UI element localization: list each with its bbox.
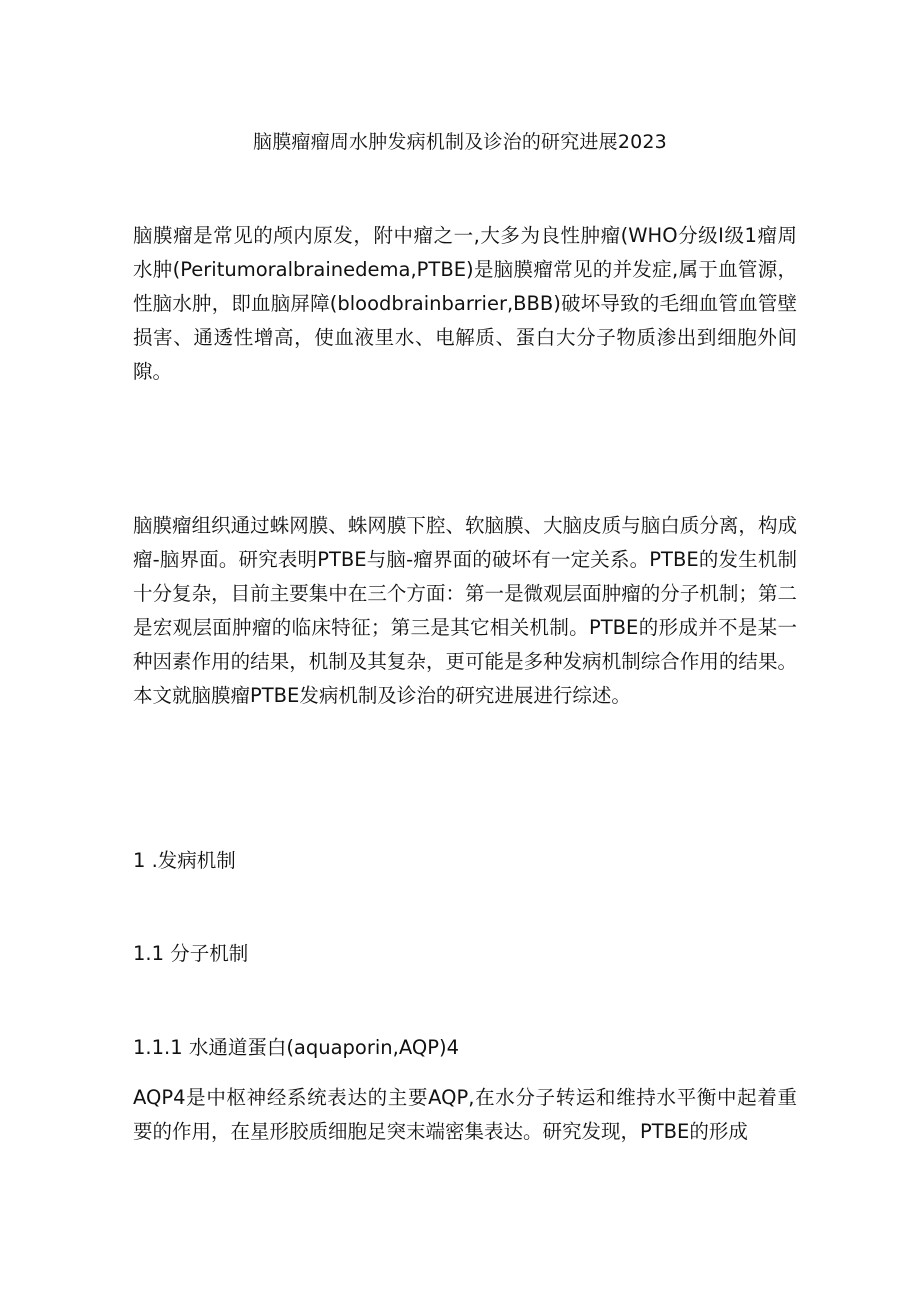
document-title: 脑膜瘤瘤周水肿发病机制及诊治的研究进展2023 — [253, 131, 667, 153]
subsection-heading-molecular: 1.1 分子机制 — [133, 942, 249, 965]
subsubsection-heading-aqp4: 1.1.1 水通道蛋白(aquaporin,AQP)4 — [133, 1036, 459, 1059]
paragraph-interface: 脑膜瘤组织通过蛛网膜、蛛网膜下腔、软脑膜、大脑皮质与脑白质分离，构成瘤-脑界面。研究表明PTBE与脑-瘤界面的破坏有一定关系。PTBE的发生机制十分复杂，目前主要集中在三个方面：第一是微观层面肿瘤的分子机制；第二是宏观层面肿瘤的临床特征；第三是其它相关机制。PTBE的形成并不是某一种因素作用的结果，机制及其复杂，更可能是多种发病机制综合作用的结果。本文就脑膜瘤PTBE发病机制及诊治的研究进展进行综述。 — [133, 514, 797, 707]
paragraph-intro: 脑膜瘤是常见的颅内原发，附中瘤之一,大多为良性肿瘤(WHO分级I级1瘤周水肿(Peritumoralbrainedema,PTBE)是脑膜瘤常见的并发症,属于血管源，性脑水肿，即血脑屏障(bloodbrainbarrier,BBB)破坏导致的毛细血管血管壁损害、通透性增高，使血液里水、电解质、蛋白大分子物质渗出到细胞外间隙。 — [133, 224, 797, 383]
paragraph-aqp4: AQP4是中枢神经系统表达的主要AQP,在水分子转运和维持水平衡中起着重要的作用，在星形胶质细胞足突末端密集表达。研究发现，PTBE的形成 — [133, 1086, 797, 1143]
section-heading-pathogenesis: 1 .发病机制 — [133, 849, 236, 872]
